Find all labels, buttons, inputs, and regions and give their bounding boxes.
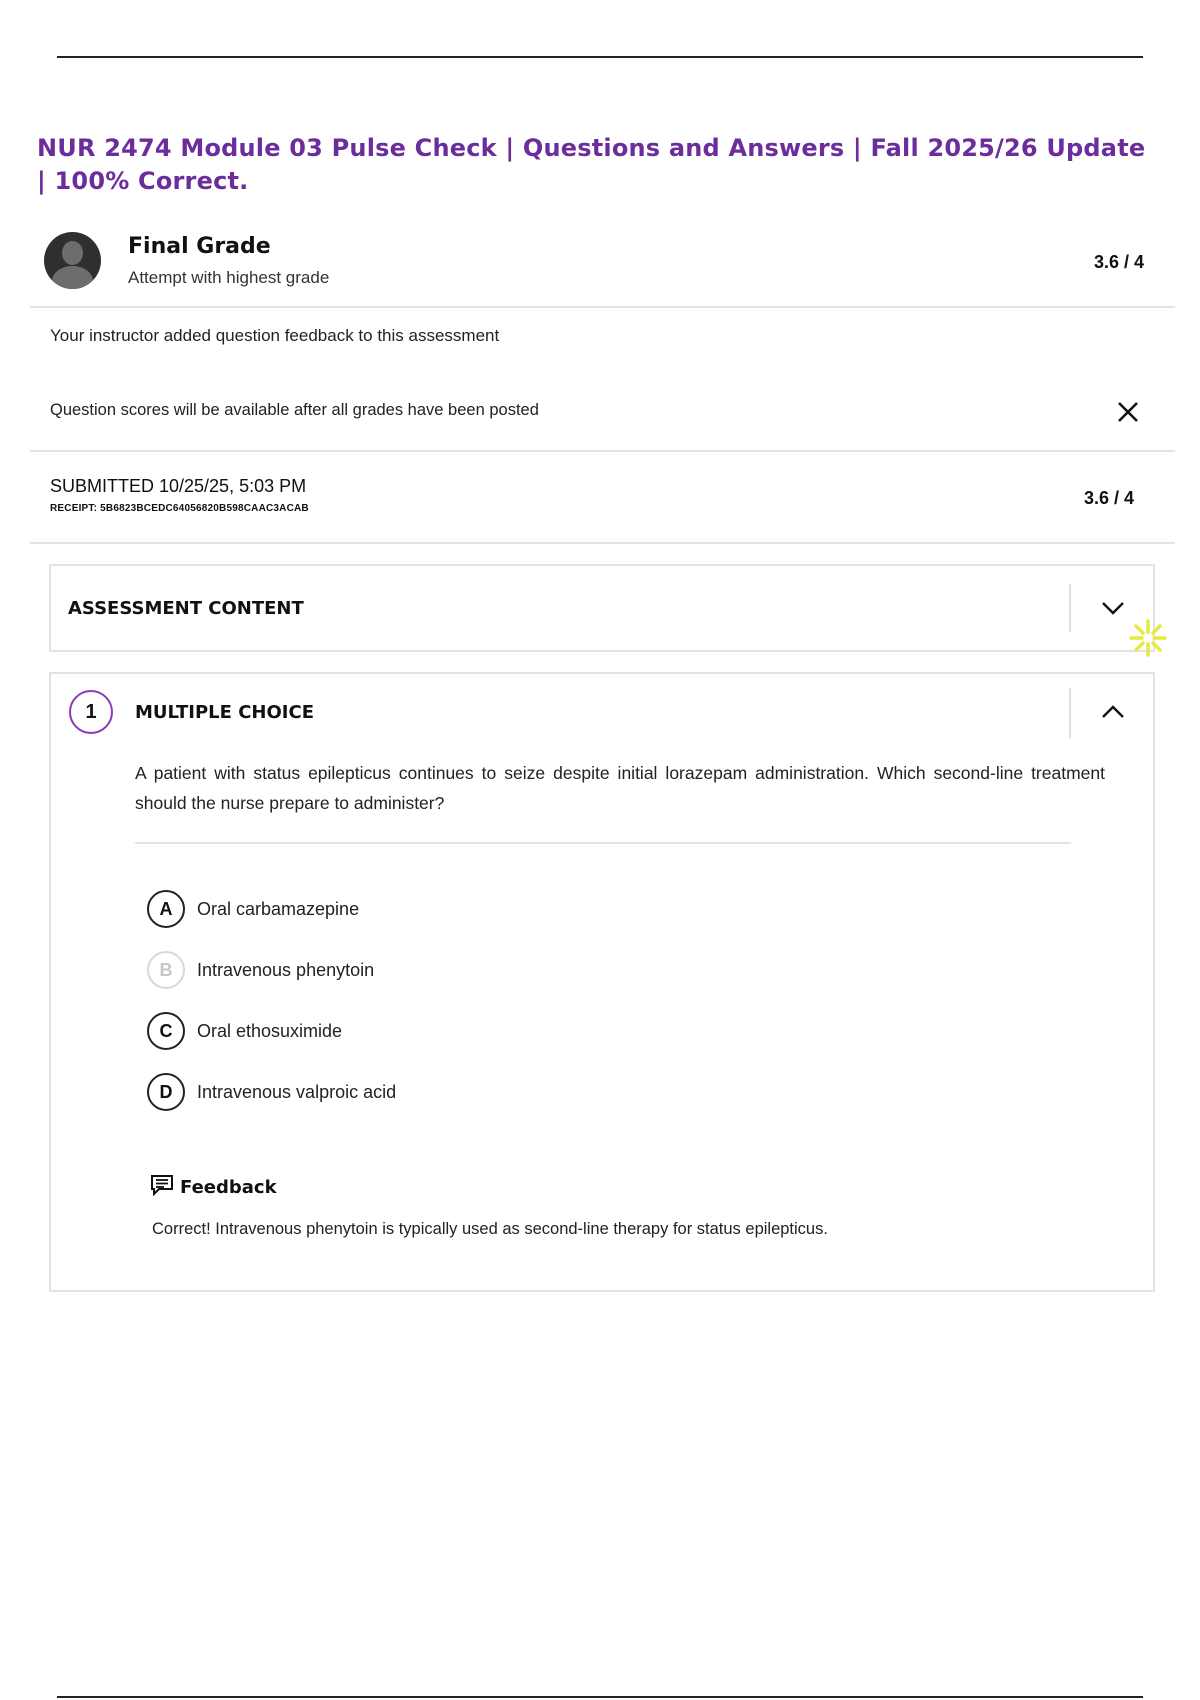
question-type-label: MULTIPLE CHOICE [135,702,314,723]
document-title: NUR 2474 Module 03 Pulse Check | Questions and Answers | Fall 2025/26 Update | 100% Correct. [37,134,1146,195]
feedback-header [150,1174,277,1201]
divider [30,306,1175,308]
submission-score: 3.6 / 4 [1083,488,1134,508]
final-grade-subtitle: Attempt with highest grade [128,268,330,287]
option-c[interactable] [147,1010,342,1052]
user-avatar-icon [44,232,101,289]
divider [135,842,1071,844]
panel-separator [1069,688,1071,738]
bottom-rule [57,1696,1143,1698]
feedback-text: Correct! Intravenous phenytoin is typically used as second-line therapy for status epilepticus. [152,1220,828,1238]
question-number: 1 [69,690,113,734]
final-grade-row [44,232,1144,292]
assessment-content-label: ASSESSMENT CONTENT [68,598,304,619]
panel-separator [1069,584,1071,632]
option-a[interactable] [147,888,359,930]
scores-pending-notice: Question scores will be available after all grades have been posted [50,401,539,419]
close-icon[interactable] [1112,396,1144,428]
chevron-down-icon[interactable] [1095,590,1131,626]
final-grade-score: 3.6 / 4 [1093,252,1144,272]
sparkle-icon [1128,618,1168,658]
option-letter: A [147,890,185,928]
option-letter: D [147,1073,185,1111]
feedback-notice: Your instructor added question feedback to this assessment [50,326,500,345]
chevron-up-icon[interactable] [1095,694,1131,730]
option-text: Intravenous valproic acid [197,1081,397,1102]
feedback-icon [150,1174,174,1201]
assessment-content-panel[interactable] [49,564,1155,652]
top-rule [57,56,1143,58]
final-grade-title: Final Grade [128,234,271,259]
receipt-id: RECEIPT: 5B6823BCEDC64056820B598CAAC3ACAB [50,503,309,514]
option-text: Oral carbamazepine [197,898,360,919]
divider [30,542,1175,544]
option-letter: B [147,951,185,989]
question-panel [49,672,1155,1292]
option-letter: C [147,1012,185,1050]
question-text: A patient with status epilepticus continues to seize despite initial lorazepam administration. Which second-line treatment should the nurse prepare to administer? [135,763,1105,813]
divider [30,450,1175,452]
submitted-timestamp: SUBMITTED 10/25/25, 5:03 PM [50,476,307,496]
option-b[interactable] [147,949,374,991]
option-d[interactable] [147,1071,396,1113]
option-text: Oral ethosuximide [197,1020,343,1041]
option-text: Intravenous phenytoin [197,959,375,980]
feedback-title: Feedback [180,1177,277,1198]
